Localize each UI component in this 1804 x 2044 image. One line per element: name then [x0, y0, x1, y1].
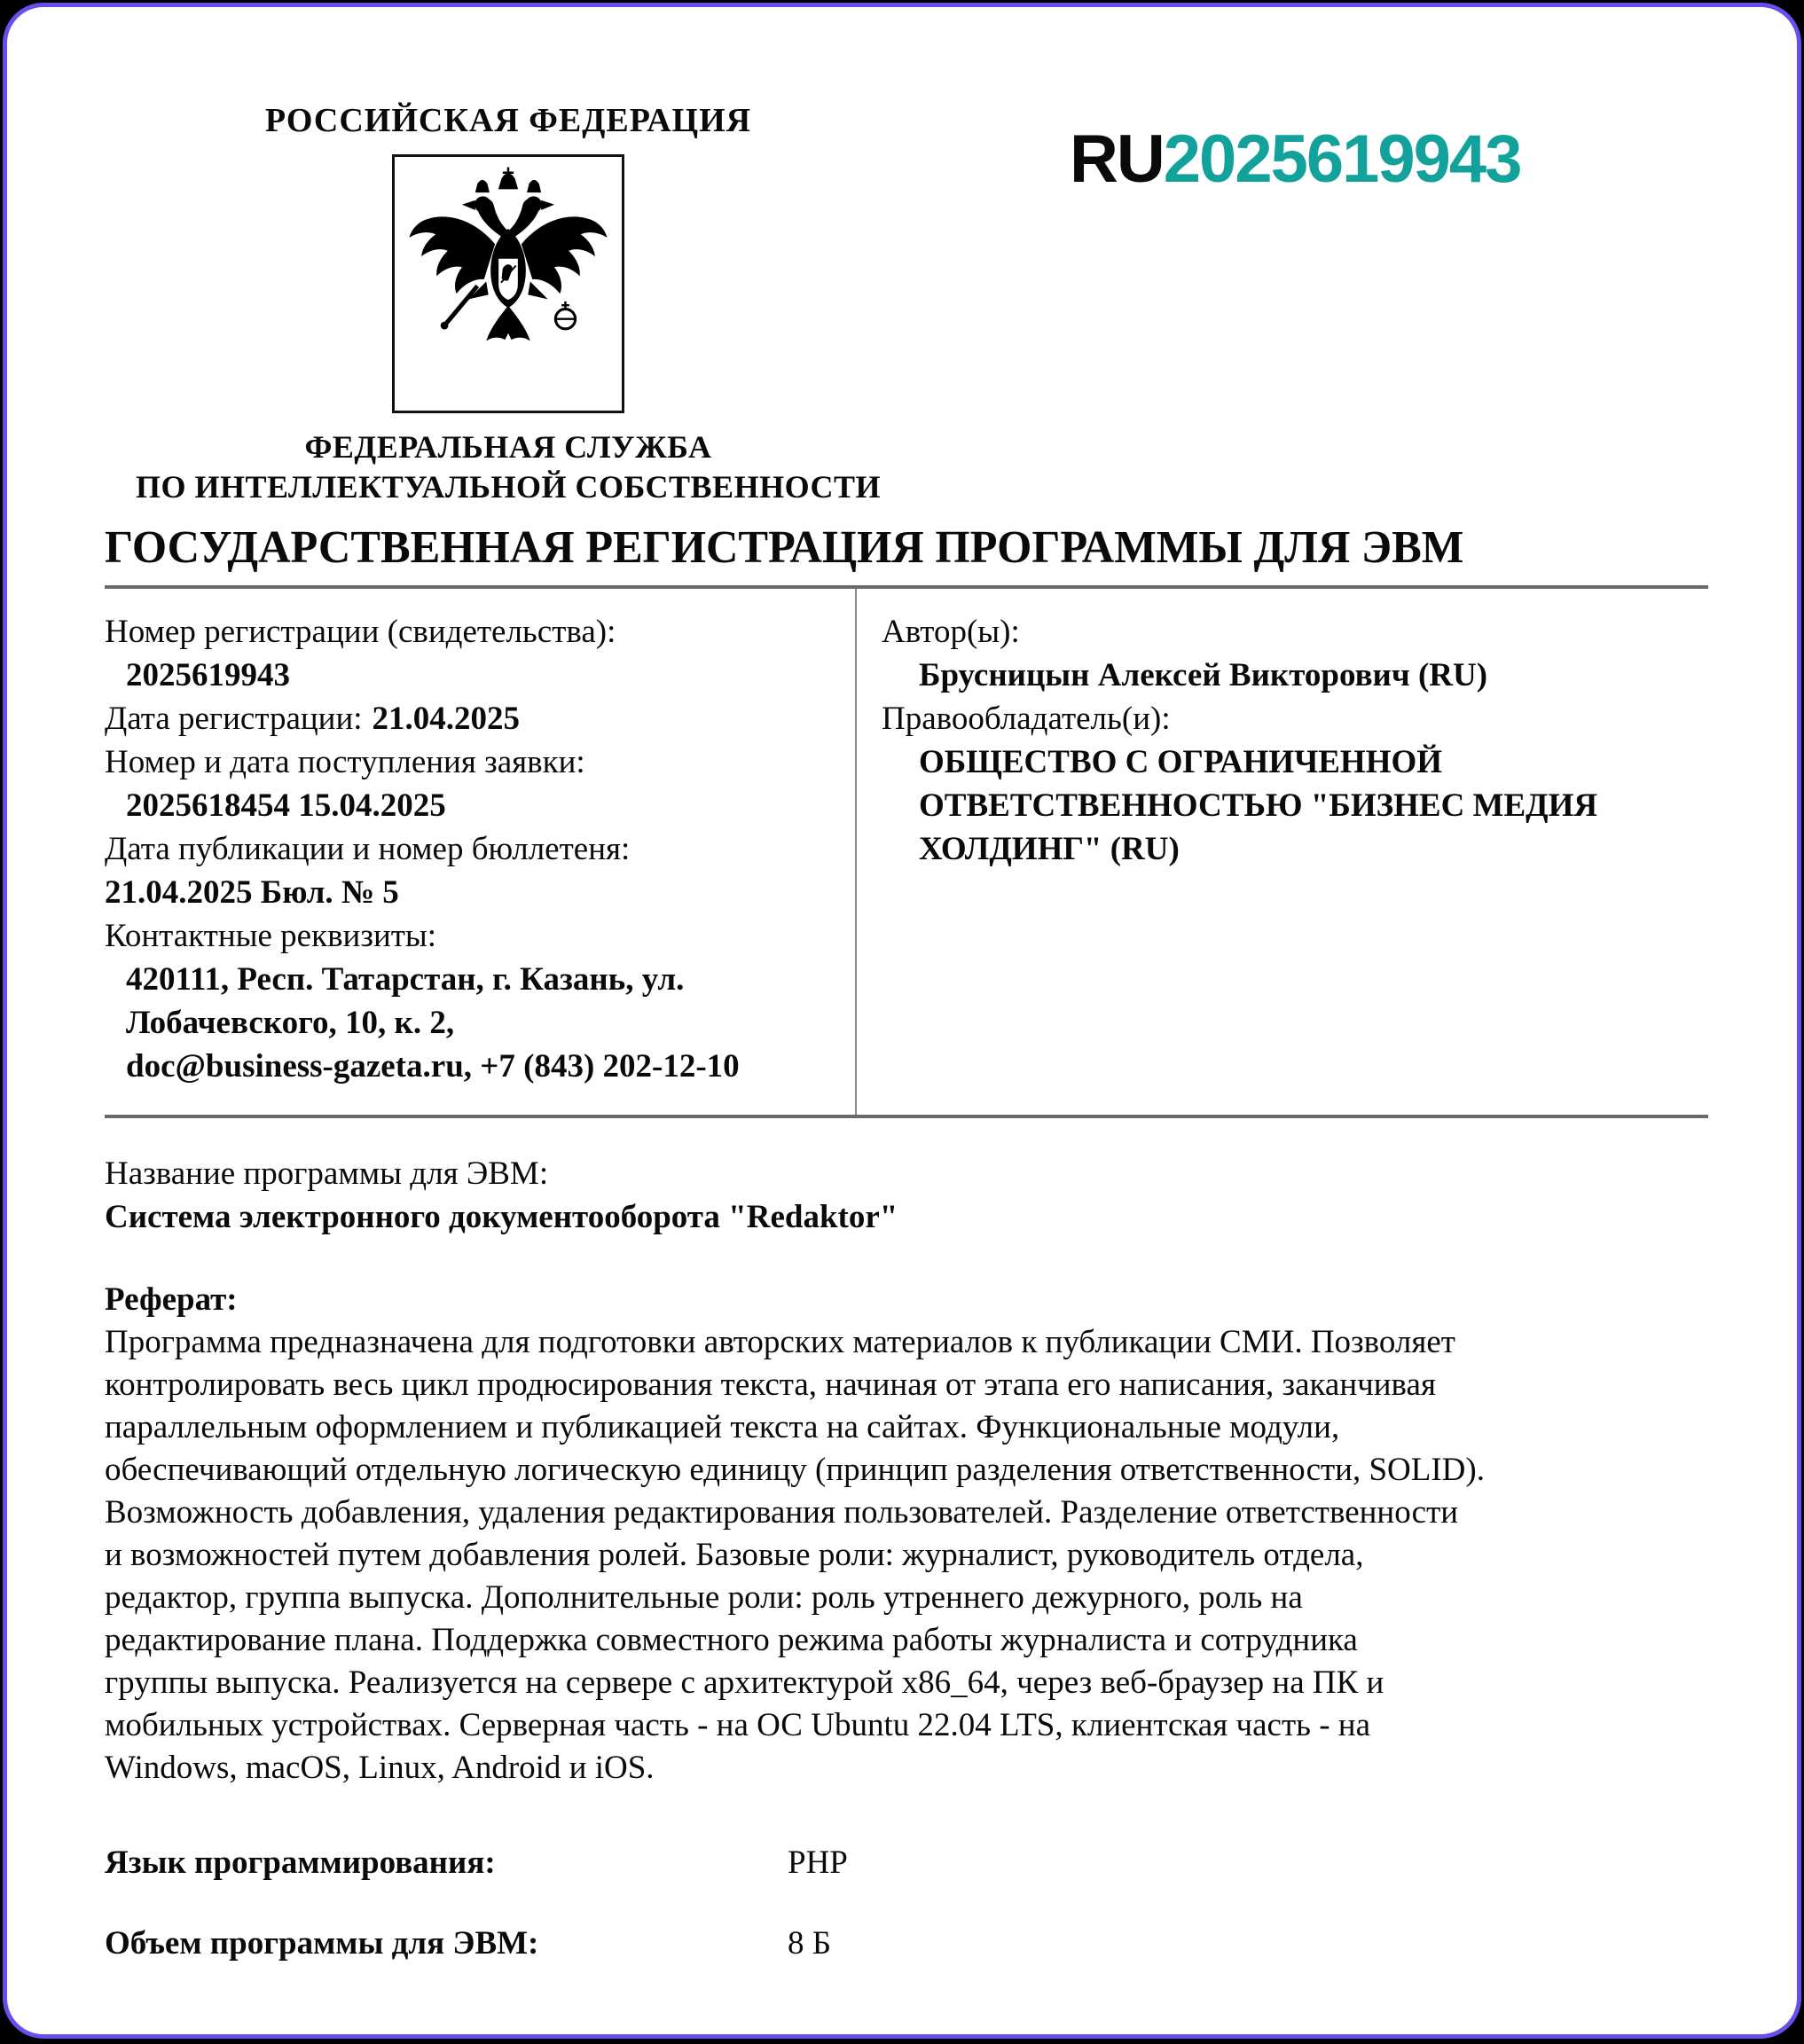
language-label: Язык программирования: [105, 1844, 496, 1881]
authors-value: Брусницын Алексей Викторович (RU) [919, 657, 1488, 693]
publication-date-label: Дата публикации и номер бюллетеня: [105, 831, 631, 867]
registration-details-column [105, 589, 855, 1115]
application-value: 2025618454 15.04.2025 [126, 787, 446, 824]
language-row [105, 1841, 1708, 1884]
coat-of-arms-box [392, 154, 624, 413]
document-title: ГОСУДАРСТВЕННАЯ РЕГИСТРАЦИЯ ПРОГРАММЫ ДЛЯ ЭВМ [105, 522, 1464, 573]
publication-country-code: RU [1070, 121, 1164, 197]
registration-date-label: Дата регистрации: [105, 701, 363, 737]
agency-name-line2: ПО ИНТЕЛЛЕКТУАЛЬНОЙ СОБСТВЕННОСТИ [135, 469, 882, 505]
rightsholder-label: Правообладатель(и): [882, 701, 1171, 737]
registration-date-row [105, 697, 855, 740]
certificate-header [105, 7, 1708, 507]
contacts-label: Контактные реквизиты: [105, 918, 437, 954]
program-size-label: Объем программы для ЭВМ: [105, 1925, 539, 1962]
abstract-section [105, 1278, 1708, 1789]
program-name-label: Название программы для ЭВМ: [105, 1155, 549, 1192]
program-size-value: 8 Б [788, 1925, 831, 1962]
authors-label: Автор(ы): [882, 614, 1020, 650]
rightsholder-value: ОБЩЕСТВО С ОГРАНИЧЕННОЙ ОТВЕТСТВЕННОСТЬЮ "БИЗНЕС МЕДИЯ ХОЛДИНГ" (RU) [919, 744, 1598, 867]
abstract-label: Реферат: [105, 1281, 238, 1318]
registration-number-label: Номер регистрации (свидетельства): [105, 614, 616, 650]
contacts-value: 420111, Респ. Татарстан, г. Казань, ул. Лобачевского, 10, к. 2, doc@business-gazeta.ru, +7 (843) 202-12-10 [126, 961, 740, 1085]
publication-number-value: 2025619943 [1163, 121, 1521, 197]
registration-info-table [105, 585, 1708, 1118]
program-name-section [105, 1152, 1708, 1239]
language-value: PHP [788, 1844, 848, 1881]
agency-name-line1: ФЕДЕРАЛЬНАЯ СЛУЖБА [304, 429, 712, 465]
program-size-row [105, 1922, 1708, 1965]
application-label: Номер и дата поступления заявки: [105, 744, 585, 780]
coat-of-arms-eagle [398, 162, 618, 405]
publication-number [1070, 121, 1520, 198]
publication-date-value: 21.04.2025 Бюл. № 5 [105, 874, 399, 911]
registration-date-value: 21.04.2025 [372, 701, 521, 737]
program-name-value: Система электронного документооборота "Redaktor" [105, 1199, 898, 1235]
certificate-card [3, 3, 1801, 2039]
emblem-column [105, 101, 912, 507]
parties-column [857, 589, 1708, 1115]
abstract-text: Программа предназначена для подготовки авторских материалов к публикации СМИ. Позволяет контролировать весь цикл продюсирования текста, начиная от этапа его написания, заканчивая параллельным оформлением и публикацией текста на сайтах. Функциональные модули, обеспечивающий отдельную логическую единицу (принцип разделения ответственности, SOLID). Возможность добавления, удаления редактирования пользователей. Разделение ответственности и возможностей путем добавления ролей. Базовые роли: журналист, руководитель отдела, редактор, группа выпуска. Дополнительные роли: роль утреннего дежурного, роль на редактирование плана. Поддержка совместного режима работы журналиста и сотрудника группы выпуска. Реализуется на сервере с архитектурой x86_64, через веб-браузер на ПК и мобильных устройствах. Серверная часть - на ОС Ubuntu 22.04 LTS, клиентская часть - на Windows, macOS, Linux, Android и iOS. [105, 1324, 1485, 1786]
country-title: РОССИЙСКАЯ ФЕДЕРАЦИЯ [264, 102, 752, 139]
registration-number-value: 2025619943 [126, 657, 290, 693]
